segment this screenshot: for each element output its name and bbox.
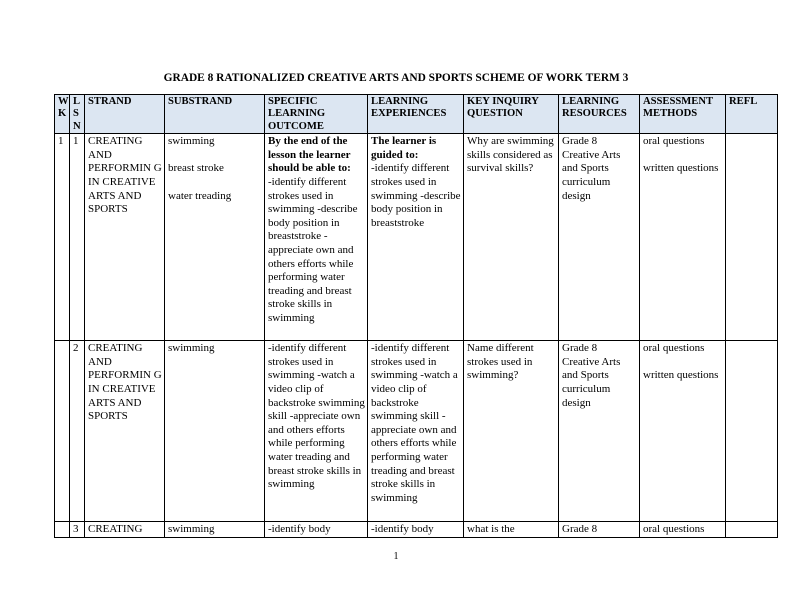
outcome-cell: -identify different strokes used in swimming -watch a video clip of backstroke swimming skill -appreciate own and others efforts while performing water treading and breast stroke skills in swimming [265,341,368,522]
lesson-cell: 1 [70,134,85,341]
assessment-cell: oral questions [640,522,726,538]
inquiry-cell: Why are swimming skills considered as survival skills? [464,134,559,341]
experiences-text: -identify different strokes used in swimming -describe body position in breaststroke [371,162,461,229]
week-cell [55,522,70,538]
resources-cell: Grade 8 Creative Arts and Sports curriculum design [559,134,640,341]
experiences-intro: The learner is guided to: [371,135,437,161]
assessment-cell [640,341,726,522]
experiences-cell: -identify body [368,522,464,538]
scheme-of-work-table [54,94,778,538]
header-assessment: ASSESSMENT METHODS [640,95,726,134]
header-experiences: LEARNING EXPERIENCES [368,95,464,134]
week-cell [55,341,70,522]
experiences-cell [368,134,464,341]
strand-cell: CREATING [85,522,165,538]
substrand-cell [165,134,265,341]
outcome-cell: -identify body [265,522,368,538]
inquiry-cell: what is the [464,522,559,538]
outcome-intro: By the end of the lesson the learner should be able to: [268,135,351,175]
assessment-item: oral questions [643,342,705,355]
outcome-text: -identify different strokes used in swimming -describe body position in breaststroke -appreciate own and others efforts while performing water treading and breast stroke skills in swimming [268,176,358,324]
header-reflection: REFL [726,95,778,134]
header-week: W K [55,95,70,134]
assessment-item: written questions [643,162,719,175]
strand-cell: CREATING AND PERFORMIN G IN CREATIVE ARTS AND SPORTS [85,134,165,341]
reflection-cell [726,134,778,341]
page-title: GRADE 8 RATIONALIZED CREATIVE ARTS AND SPORTS SCHEME OF WORK TERM 3 [163,72,629,84]
experiences-cell: -identify different strokes used in swimming -watch a video clip of backstroke swimming skill -appreciate own and others efforts while performing water treading and breast stroke skills in swimming [368,341,464,522]
assessment-item: oral questions [643,135,705,148]
table-row [55,522,778,538]
resources-cell: Grade 8 [559,522,640,538]
substrand-cell: swimming [165,522,265,538]
lesson-cell: 3 [70,522,85,538]
substrand-item: swimming [168,342,215,355]
table-row [55,134,778,341]
substrand-item: swimming [168,135,215,148]
assessment-item: written questions [643,369,719,382]
assessment-cell [640,134,726,341]
page-number: 1 [393,551,399,562]
header-outcome: SPECIFIC LEARNING OUTCOME [265,95,368,134]
strand-cell: CREATING AND PERFORMIN G IN CREATIVE ARTS AND SPORTS [85,341,165,522]
table-row [55,341,778,522]
header-lesson: L S N [70,95,85,134]
header-resources: LEARNING RESOURCES [559,95,640,134]
substrand-item: water treading [168,189,232,202]
table-header-row [55,95,778,134]
outcome-cell [265,134,368,341]
week-cell: 1 [55,134,70,341]
header-strand: STRAND [85,95,165,134]
inquiry-cell: Name different strokes used in swimming? [464,341,559,522]
header-substrand: SUBSTRAND [165,95,265,134]
reflection-cell [726,522,778,538]
substrand-item: breast stroke [168,162,224,175]
resources-cell: Grade 8 Creative Arts and Sports curriculum design [559,341,640,522]
substrand-cell [165,341,265,522]
lesson-cell: 2 [70,341,85,522]
header-inquiry: KEY INQUIRY QUESTION [464,95,559,134]
reflection-cell [726,341,778,522]
